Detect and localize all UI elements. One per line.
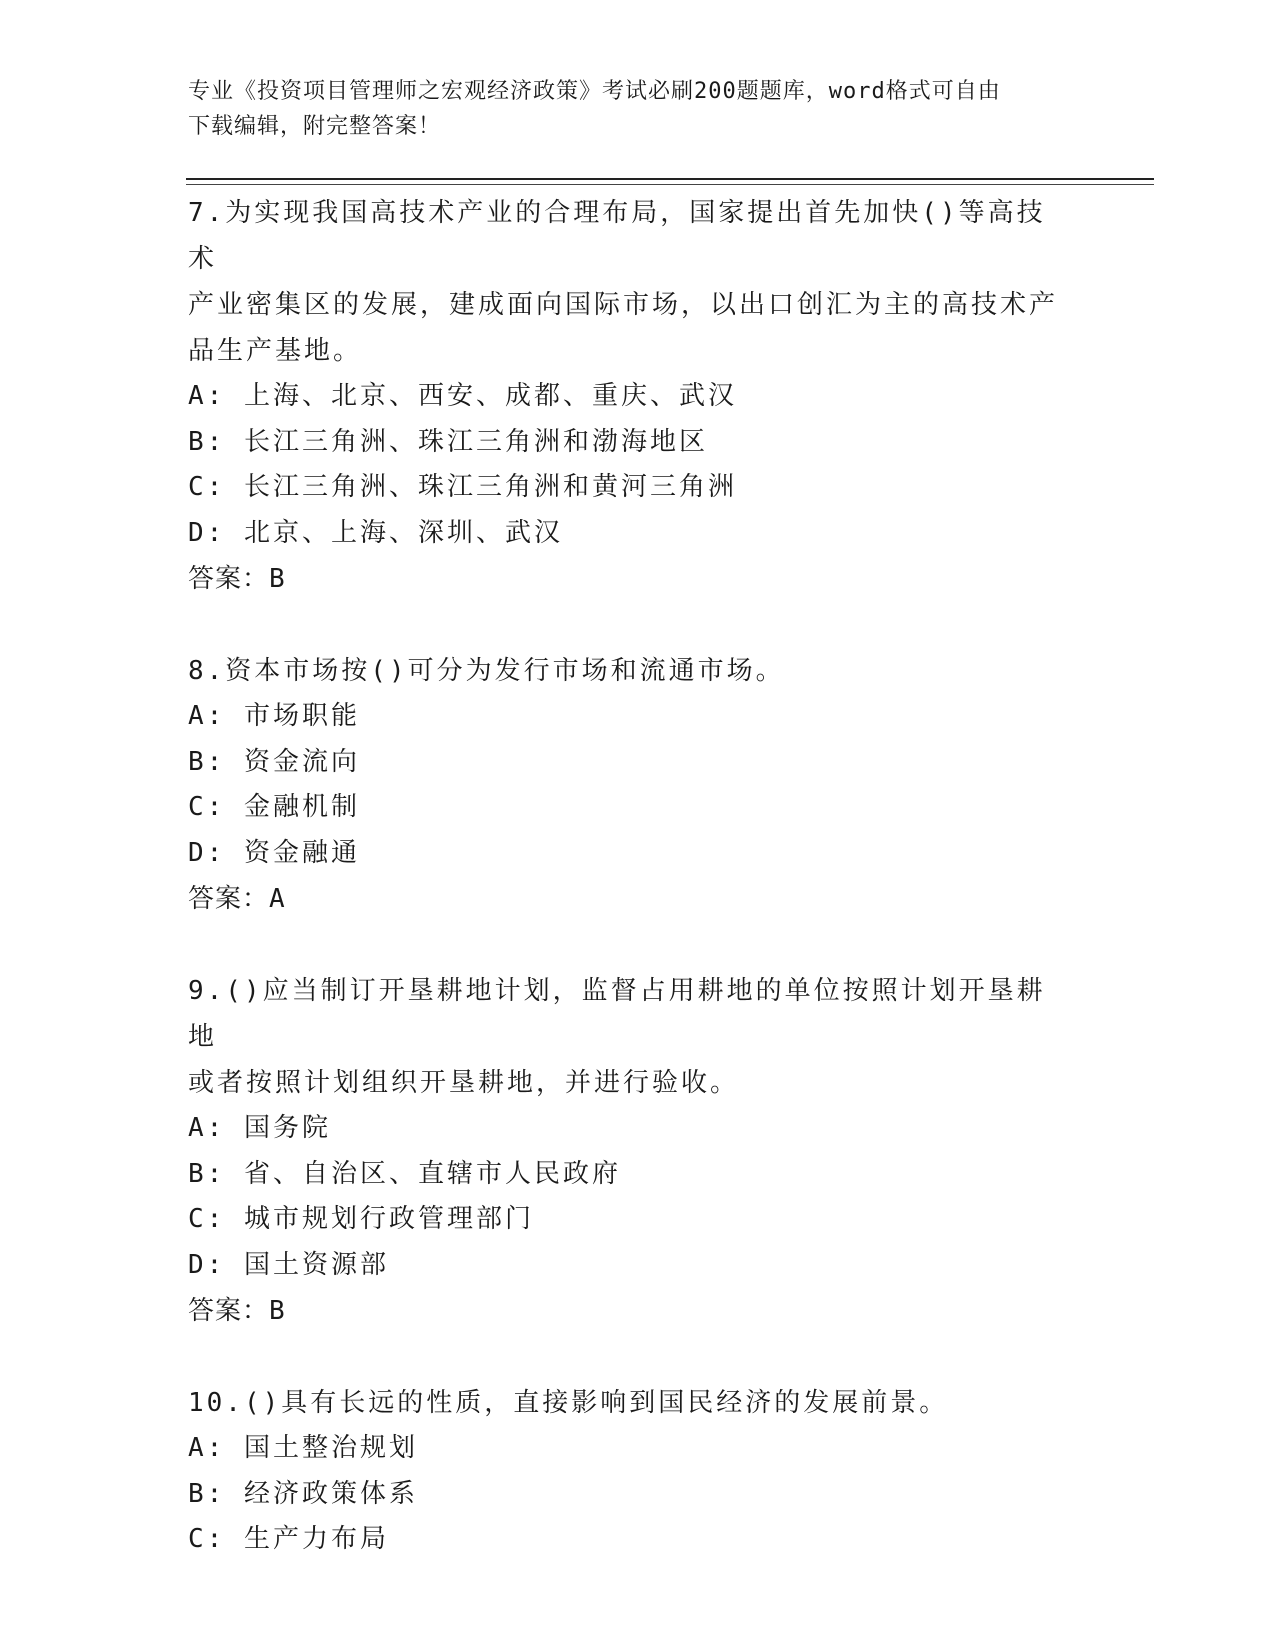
answer-label: 答案： [188,884,270,914]
option-a: A: 上海、北京、西安、成都、重庆、武汉 [188,381,737,411]
question-stem-line: 7.为实现我国高技术产业的合理布局，国家提出首先加快()等高技术 [188,198,1046,274]
option-b: B: 省、自治区、直辖市人民政府 [188,1158,621,1189]
option-c: C: 长江三角洲、珠江三角洲和黄河三角洲 [188,472,737,502]
header-line-1: 专业《投资项目管理师之宏观经济政策》考试必刷200题题库，word格式可自由 [188,79,1001,104]
answer-line [188,876,1068,922]
document-header [188,74,1068,144]
option-c: C: 金融机制 [188,792,360,822]
question-stem-line: 10.()具有长远的性质，直接影响到国民经济的发展前景。 [188,1388,949,1418]
option-d: D: 国土资源部 [188,1249,389,1280]
header-divider-thin [186,184,1154,185]
option-a: A: 国土整治规划 [188,1433,418,1463]
answer-value: A [269,884,286,914]
question-stem-line: 或者按照计划组织开垦耕地，并进行验收。 [188,1068,740,1098]
option-c: C: 城市规划行政管理部门 [188,1204,534,1234]
question-list [188,190,1068,1563]
question-stem-line: 8.资本市场按()可分为发行市场和流通市场。 [188,656,785,686]
option-b: B: 长江三角洲、珠江三角洲和渤海地区 [188,426,708,457]
question-10 [188,1380,1068,1563]
question-9 [188,968,1068,1334]
option-a: A: 国务院 [188,1113,331,1143]
answer-value: B [269,1296,286,1326]
question-stem-line: 9.()应当制订开垦耕地计划，监督占用耕地的单位按照计划开垦耕地 [188,976,1046,1052]
option-d: D: 北京、上海、深圳、武汉 [188,517,563,548]
answer-label: 答案： [188,564,270,594]
question-spacer [188,922,1068,968]
answer-line [188,556,1068,602]
header-divider-thick [186,178,1154,180]
question-spacer [188,1334,1068,1380]
header-line-2: 下载编辑，附完整答案！ [188,114,442,139]
question-spacer [188,602,1068,648]
answer-label: 答案： [188,1296,270,1326]
question-7 [188,190,1068,602]
option-c: C: 生产力布局 [188,1524,389,1554]
question-stem-line: 产业密集区的发展，建成面向国际市场，以出口创汇为主的高技术产 [188,290,1059,320]
question-8 [188,648,1068,922]
answer-value: B [269,564,286,594]
answer-line [188,1288,1068,1334]
question-stem-line: 品生产基地。 [188,336,363,366]
option-a: A: 市场职能 [188,701,360,731]
option-b: B: 经济政策体系 [188,1478,418,1509]
option-b: B: 资金流向 [188,746,360,777]
option-d: D: 资金融通 [188,837,360,868]
